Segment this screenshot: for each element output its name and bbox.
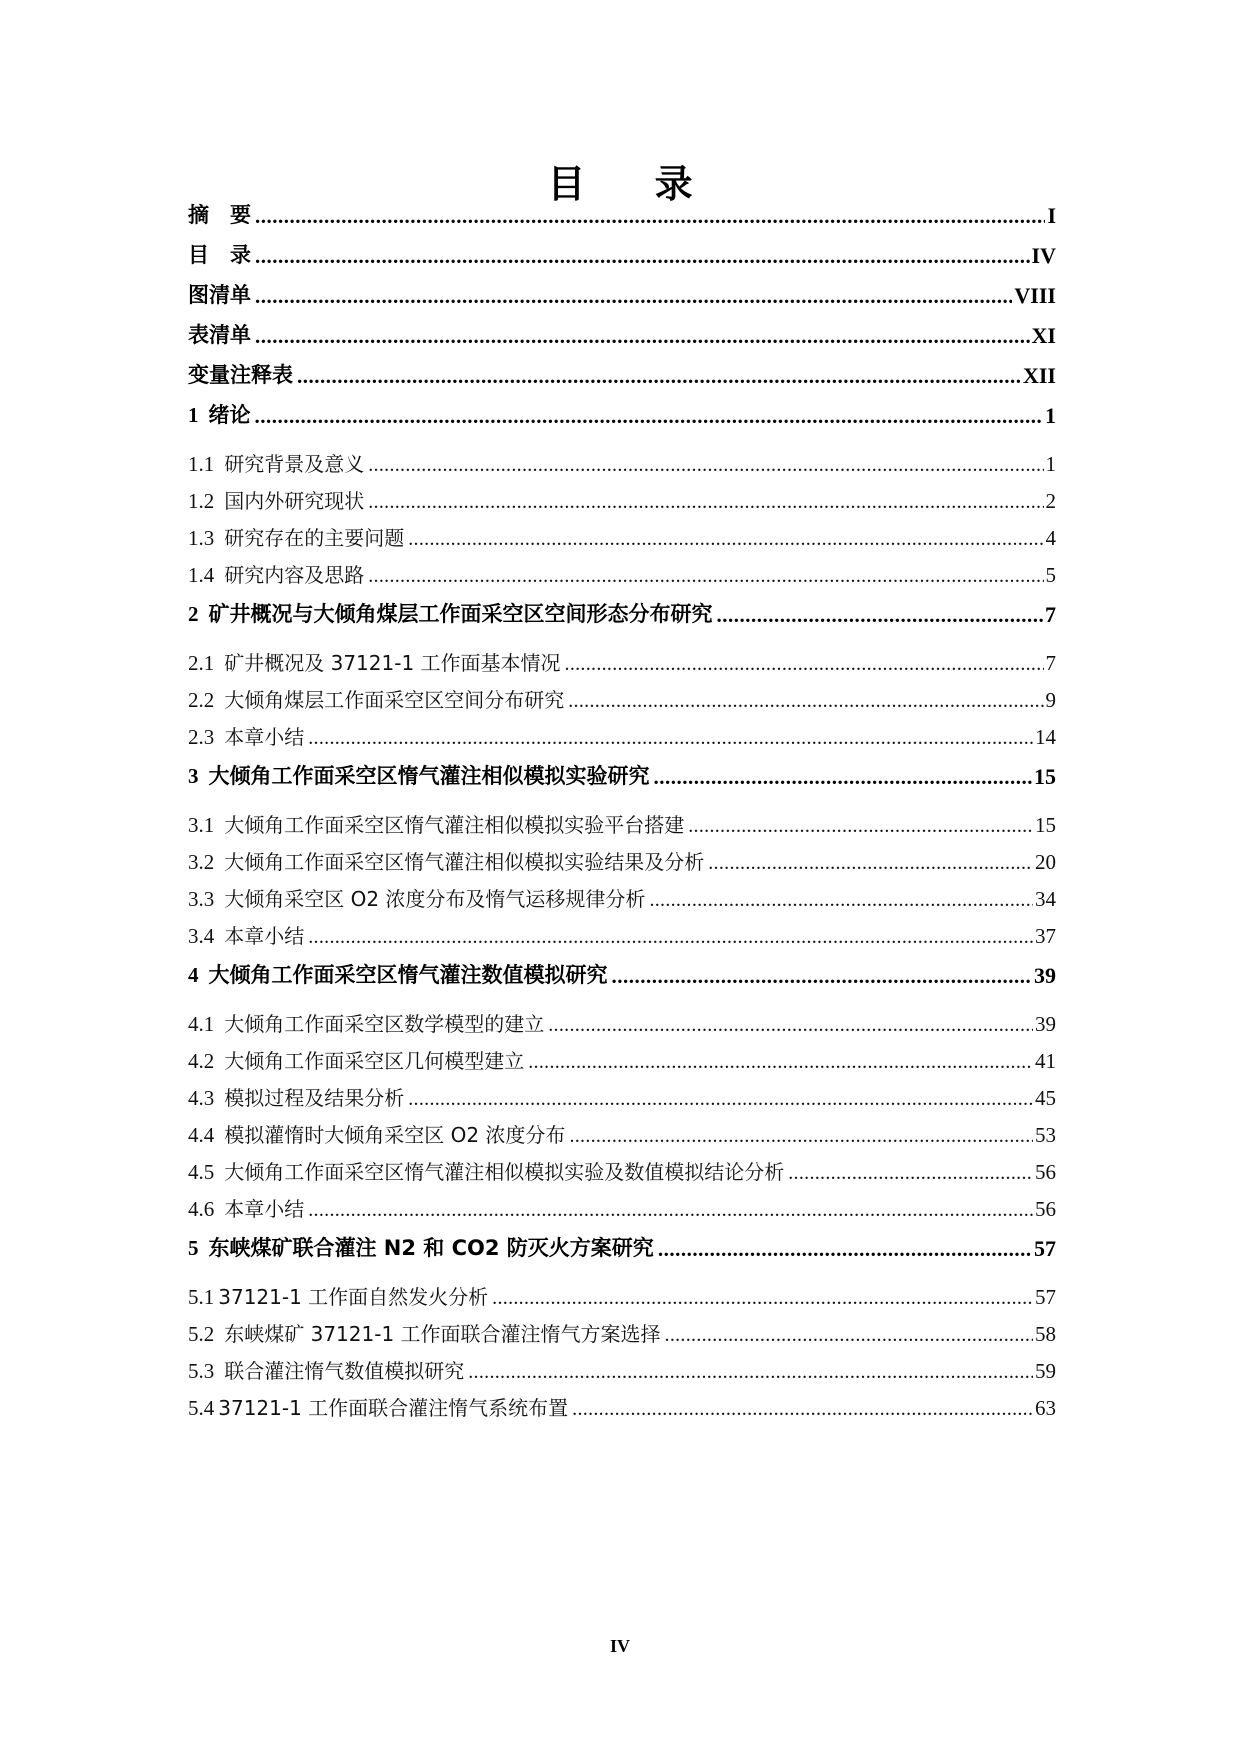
toc-entry-abstract[interactable] <box>188 199 1056 233</box>
toc-entry-section-4-2[interactable] <box>188 1044 1056 1078</box>
toc-entry-number: 3.4 <box>188 924 215 948</box>
toc-entry-number: 4.1 <box>188 1012 215 1036</box>
toc-entry-page: 5 <box>1045 563 1056 587</box>
toc-entry-label: 研究内容及思路 <box>224 563 365 587</box>
toc-entry-label: 本章小结 <box>224 924 305 948</box>
toc-entry-number: 5.1 <box>188 1285 215 1309</box>
toc-entry-number: 4.4 <box>188 1123 215 1147</box>
toc-entry-section-3-3[interactable] <box>188 882 1056 916</box>
dot-leader <box>649 882 1033 916</box>
toc-entry-page: 15 <box>1035 813 1056 837</box>
dot-leader <box>308 720 1033 754</box>
dot-leader <box>255 199 1045 233</box>
dot-leader <box>528 1044 1033 1078</box>
toc-entry-page: 45 <box>1035 1086 1056 1110</box>
toc-entry-page: 15 <box>1034 764 1056 789</box>
toc-entry-label: 矿井概况及 37121-1 工作面基本情况 <box>224 651 561 675</box>
toc-entry-page: 4 <box>1045 526 1056 550</box>
toc-entry-label: 大倾角工作面采空区几何模型建立 <box>224 1049 525 1073</box>
toc-entry-label: 大倾角工作面采空区惰气灌注相似模拟实验平台搭建 <box>224 813 685 837</box>
toc-entry-page: 34 <box>1035 887 1056 911</box>
toc-entry-section-4-6[interactable] <box>188 1192 1056 1226</box>
toc-entry-number: 1.4 <box>188 563 215 587</box>
toc-entry-page: XI <box>1031 323 1056 348</box>
toc-entry-number: 2.3 <box>188 725 215 749</box>
dot-leader <box>665 1317 1033 1351</box>
toc-entry-section-3-2[interactable] <box>188 845 1056 879</box>
toc-entry-label: 国内外研究现状 <box>224 489 365 513</box>
toc-entry-label: 摘 要 <box>188 203 251 227</box>
dot-leader <box>492 1280 1033 1314</box>
dot-leader <box>255 399 1044 433</box>
dot-leader <box>368 447 1043 481</box>
toc-entry-label: 矿井概况与大倾角煤层工作面采空区空间形态分布研究 <box>208 602 713 626</box>
dot-leader <box>688 808 1033 842</box>
toc-entry-number: 3 <box>188 764 199 788</box>
toc-entry-number: 4.2 <box>188 1049 215 1073</box>
toc-entry-label: 绪论 <box>208 403 251 427</box>
dot-leader <box>568 683 1043 717</box>
dot-leader <box>408 1081 1033 1115</box>
toc-entry-label: 图清单 <box>188 283 251 307</box>
toc-entry-page: 1 <box>1045 452 1056 476</box>
toc-entry-page: 7 <box>1045 602 1056 627</box>
toc-entry-label: 模拟过程及结果分析 <box>224 1086 405 1110</box>
toc-entry-page: 57 <box>1034 1236 1056 1261</box>
toc-entry-page: 58 <box>1035 1322 1056 1346</box>
toc-entry-chapter-5[interactable] <box>188 1232 1056 1266</box>
dot-leader <box>548 1007 1033 1041</box>
dot-leader <box>255 239 1030 273</box>
toc-entry-page: 14 <box>1035 725 1056 749</box>
dot-leader <box>612 959 1033 993</box>
toc-entry-page: 41 <box>1035 1049 1056 1073</box>
toc-entry-page: I <box>1047 203 1056 228</box>
dot-leader <box>654 760 1033 794</box>
toc-entry-section-5-2[interactable] <box>188 1317 1056 1351</box>
dot-leader <box>368 558 1043 592</box>
toc-entry-section-1-2[interactable] <box>188 484 1056 518</box>
toc-entry-label: 东峡煤矿联合灌注 N2 和 CO2 防灭火方案研究 <box>208 1236 654 1260</box>
toc-entry-variable-notes[interactable] <box>188 359 1056 393</box>
toc-entry-number: 1.2 <box>188 489 215 513</box>
toc-entry-page: 1 <box>1045 403 1056 428</box>
toc-entry-chapter-1[interactable] <box>188 399 1056 433</box>
toc-entry-label: 目 录 <box>188 243 251 267</box>
toc-entry-label: 大倾角煤层工作面采空区空间分布研究 <box>224 688 565 712</box>
toc-entry-section-4-4[interactable] <box>188 1118 1056 1152</box>
dot-leader <box>297 359 1021 393</box>
toc-entry-number: 4.3 <box>188 1086 215 1110</box>
toc-entry-section-4-5[interactable] <box>188 1155 1056 1189</box>
toc-entry-number: 2.1 <box>188 651 215 675</box>
toc-entry-number: 4.6 <box>188 1197 215 1221</box>
dot-leader <box>308 919 1033 953</box>
toc-entry-number: 1.3 <box>188 526 215 550</box>
toc-entry-number: 1.1 <box>188 452 215 476</box>
page-number-footer: IV <box>609 1636 630 1656</box>
toc-entry-label: 表清单 <box>188 323 251 347</box>
toc-entry-label: 大倾角工作面采空区惰气灌注数值模拟研究 <box>208 963 608 987</box>
toc-entry-chapter-4[interactable] <box>188 959 1056 993</box>
toc-entry-page: 7 <box>1045 651 1056 675</box>
toc-entry-section-1-3[interactable] <box>188 521 1056 555</box>
toc-entry-label: 变量注释表 <box>188 363 293 387</box>
toc-entry-page: 37 <box>1035 924 1056 948</box>
toc-entry-number: 5 <box>188 1236 199 1260</box>
toc-entry-number: 3.3 <box>188 887 215 911</box>
toc-entry-page: 9 <box>1045 688 1056 712</box>
toc-entry-section-2-2[interactable] <box>188 683 1056 717</box>
toc-entry-page: 59 <box>1035 1359 1056 1383</box>
toc-entry-page: 53 <box>1035 1123 1056 1147</box>
toc-entry-section-2-3[interactable] <box>188 720 1056 754</box>
toc-entry-label: 大倾角采空区 O2 浓度分布及惰气运移规律分析 <box>224 887 646 911</box>
toc-entry-page: 39 <box>1035 1012 1056 1036</box>
dot-leader <box>572 1391 1033 1425</box>
toc-entry-section-5-4[interactable] <box>188 1391 1056 1425</box>
toc-entry-section-1-1[interactable] <box>188 447 1056 481</box>
toc-entry-section-2-1[interactable] <box>188 646 1056 680</box>
toc-entry-table-list[interactable] <box>188 319 1056 353</box>
dot-leader <box>368 484 1043 518</box>
dot-leader <box>468 1354 1033 1388</box>
toc-entry-page: 57 <box>1035 1285 1056 1309</box>
toc-entry-label: 大倾角工作面采空区惰气灌注相似模拟实验结果及分析 <box>224 850 705 874</box>
toc-entry-label: 37121-1 工作面自然发火分析 <box>218 1285 489 1309</box>
toc-entry-number: 5.2 <box>188 1322 215 1346</box>
toc-entry-page: IV <box>1031 243 1056 268</box>
toc-entry-label: 大倾角工作面采空区惰气灌注相似模拟实验研究 <box>208 764 650 788</box>
toc-entry-label: 37121-1 工作面联合灌注惰气系统布置 <box>218 1396 569 1420</box>
toc-entry-label: 研究存在的主要问题 <box>224 526 405 550</box>
toc-entry-number: 2.2 <box>188 688 215 712</box>
toc-entry-section-5-1[interactable] <box>188 1280 1056 1314</box>
dot-leader <box>569 1118 1033 1152</box>
toc-entry-page: VIII <box>1014 283 1056 308</box>
toc-entry-number: 4.5 <box>188 1160 215 1184</box>
toc-entry-page: 56 <box>1035 1197 1056 1221</box>
dot-leader <box>255 319 1030 353</box>
toc-entry-number: 3.1 <box>188 813 215 837</box>
toc-entry-section-4-1[interactable] <box>188 1007 1056 1041</box>
toc-entry-label: 大倾角工作面采空区数学模型的建立 <box>224 1012 545 1036</box>
toc-entry-chapter-2[interactable] <box>188 598 1056 632</box>
toc-entry-page: XII <box>1022 363 1056 388</box>
toc-entry-number: 1 <box>188 403 199 427</box>
toc-entry-label: 本章小结 <box>224 725 305 749</box>
toc-entry-number: 5.3 <box>188 1359 215 1383</box>
toc-entry-number: 2 <box>188 602 199 626</box>
toc-entry-section-3-4[interactable] <box>188 919 1056 953</box>
toc-entry-section-5-3[interactable] <box>188 1354 1056 1388</box>
toc-entry-page: 2 <box>1045 489 1056 513</box>
toc-entry-page: 56 <box>1035 1160 1056 1184</box>
toc-entry-label: 大倾角工作面采空区惰气灌注相似模拟实验及数值模拟结论分析 <box>224 1160 785 1184</box>
dot-leader <box>658 1232 1032 1266</box>
dot-leader <box>408 521 1043 555</box>
toc-entry-label: 东峡煤矿 37121-1 工作面联合灌注惰气方案选择 <box>224 1322 661 1346</box>
dot-leader <box>255 279 1012 313</box>
dot-leader <box>308 1192 1033 1226</box>
toc-entry-label: 研究背景及意义 <box>224 452 365 476</box>
toc-entry-number: 3.2 <box>188 850 215 874</box>
page-title: 目 录 <box>547 162 721 206</box>
toc-entry-section-1-4[interactable] <box>188 558 1056 592</box>
toc-entry-page: 63 <box>1035 1396 1056 1420</box>
dot-leader <box>717 598 1044 632</box>
toc-entry-section-3-1[interactable] <box>188 808 1056 842</box>
toc-entry-label: 模拟灌惰时大倾角采空区 O2 浓度分布 <box>224 1123 566 1147</box>
dot-leader <box>565 646 1044 680</box>
dot-leader <box>708 845 1033 879</box>
toc-entry-page: 39 <box>1034 963 1056 988</box>
toc-entry-chapter-3[interactable] <box>188 760 1056 794</box>
toc-entry-contents[interactable] <box>188 239 1056 273</box>
toc-entry-page: 20 <box>1035 850 1056 874</box>
dot-leader <box>788 1155 1033 1189</box>
toc-entry-number: 5.4 <box>188 1396 215 1420</box>
toc-entry-section-4-3[interactable] <box>188 1081 1056 1115</box>
toc-entry-label: 联合灌注惰气数值模拟研究 <box>224 1359 465 1383</box>
toc-entry-number: 4 <box>188 963 199 987</box>
toc-entry-label: 本章小结 <box>224 1197 305 1221</box>
toc-entry-figure-list[interactable] <box>188 279 1056 313</box>
